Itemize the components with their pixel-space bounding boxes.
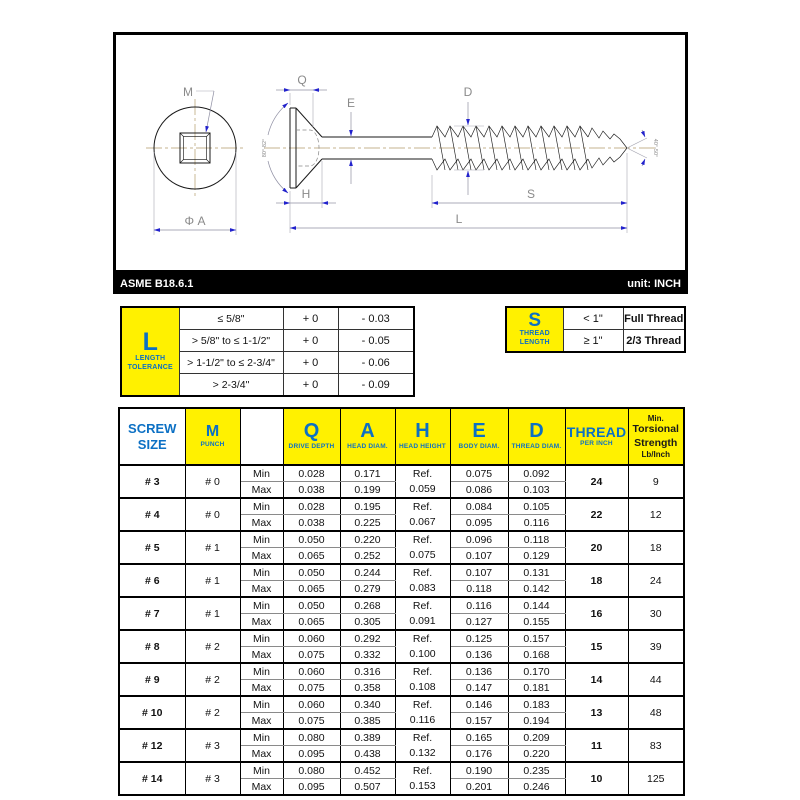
head-height-value: 0.083 xyxy=(409,581,436,594)
head-height-value: 0.108 xyxy=(409,680,436,693)
length-tolerance-header: L LENGTH TOLERANCE xyxy=(121,307,179,396)
thread-diam-max-cell: 0.246 xyxy=(508,779,565,796)
drive-depth-min-cell: 0.028 xyxy=(283,465,340,482)
threads-per-inch-cell: 16 xyxy=(565,597,628,630)
screw-size-cell: # 4 xyxy=(119,498,185,531)
drive-depth-max-cell: 0.038 xyxy=(283,515,340,532)
min-label-cell: Min xyxy=(240,696,283,713)
max-label-cell: Max xyxy=(240,713,283,730)
drive-depth-min-cell: 0.080 xyxy=(283,762,340,779)
body-diam-max-cell: 0.095 xyxy=(450,515,508,532)
length-range: ≤ 5/8" xyxy=(179,307,283,330)
thread-diam-max-cell: 0.129 xyxy=(508,548,565,565)
dimension-length xyxy=(290,191,627,233)
head-diam-max-cell: 0.252 xyxy=(340,548,395,565)
min-label-cell: Min xyxy=(240,729,283,746)
drive-depth-max-cell: 0.038 xyxy=(283,482,340,499)
thread-diameter-label: D xyxy=(463,85,473,99)
head-height-ref: Ref. xyxy=(412,698,433,711)
spec-row-min xyxy=(119,696,684,713)
drive-depth-label: Q xyxy=(297,73,307,87)
body-diam-max-cell: 0.201 xyxy=(450,779,508,796)
head-height-value: 0.067 xyxy=(409,515,436,528)
body-diam-min-cell: 0.107 xyxy=(450,564,508,581)
punch-cell: # 2 xyxy=(185,696,240,729)
max-label-cell: Max xyxy=(240,647,283,664)
body-diam-max-cell: 0.127 xyxy=(450,614,508,631)
drive-depth-max-cell: 0.095 xyxy=(283,779,340,796)
thread-length-table xyxy=(505,306,686,353)
spec-row-min xyxy=(119,663,684,680)
torsional-strength-cell: 9 xyxy=(628,465,684,498)
tolerance-minus: - 0.09 xyxy=(338,374,414,397)
body-diam-min-cell: 0.136 xyxy=(450,663,508,680)
head-height-cell xyxy=(395,531,450,564)
body-diam-max-cell: 0.086 xyxy=(450,482,508,499)
thread-length-symbol: S xyxy=(528,310,542,332)
head-height-value: 0.116 xyxy=(409,713,436,726)
head-diameter-label: Φ A xyxy=(184,214,206,228)
spec-table-header xyxy=(119,408,684,465)
tolerance-minus: - 0.03 xyxy=(338,307,414,330)
head-height-cell xyxy=(395,465,450,498)
thread-diam-min-cell: 0.105 xyxy=(508,498,565,515)
thread-diam-max-cell: 0.116 xyxy=(508,515,565,532)
thread-diam-min-cell: 0.183 xyxy=(508,696,565,713)
drive-depth-max-cell: 0.075 xyxy=(283,647,340,664)
threads-per-inch-cell: 22 xyxy=(565,498,628,531)
threads-per-inch-cell: 14 xyxy=(565,663,628,696)
drawing-frame xyxy=(113,32,688,273)
length-range: > 1-1/2" to ≤ 2-3/4" xyxy=(179,352,283,374)
body-diam-min-cell: 0.146 xyxy=(450,696,508,713)
threads-per-inch-cell: 18 xyxy=(565,564,628,597)
thread-diam-min-cell: 0.235 xyxy=(508,762,565,779)
head-diam-min-cell: 0.171 xyxy=(340,465,395,482)
thread-length-value: 2/3 Thread xyxy=(623,330,685,353)
thread-diam-min-cell: 0.157 xyxy=(508,630,565,647)
thread-diam-min-cell: 0.118 xyxy=(508,531,565,548)
body-diam-max-cell: 0.147 xyxy=(450,680,508,697)
tolerance-plus: + 0 xyxy=(283,307,338,330)
header-thread-diameter: D THREAD DIAM. xyxy=(508,408,565,465)
head-diam-max-cell: 0.225 xyxy=(340,515,395,532)
drive-depth-min-cell: 0.060 xyxy=(283,696,340,713)
drive-depth-min-cell: 0.050 xyxy=(283,531,340,548)
head-diam-min-cell: 0.452 xyxy=(340,762,395,779)
torsional-strength-cell: 125 xyxy=(628,762,684,795)
threads-per-inch-cell: 11 xyxy=(565,729,628,762)
spec-row-min xyxy=(119,762,684,779)
drive-depth-max-cell: 0.075 xyxy=(283,713,340,730)
head-height-cell xyxy=(395,729,450,762)
thread-diam-max-cell: 0.155 xyxy=(508,614,565,631)
tolerance-plus: + 0 xyxy=(283,330,338,352)
spec-row-min xyxy=(119,729,684,746)
drive-depth-min-cell: 0.028 xyxy=(283,498,340,515)
screw-size-cell: # 12 xyxy=(119,729,185,762)
spec-row-min xyxy=(119,465,684,482)
tolerance-minus: - 0.06 xyxy=(338,352,414,374)
dimension-body-diameter xyxy=(347,96,355,184)
threads-per-inch-cell: 13 xyxy=(565,696,628,729)
punch-cell: # 1 xyxy=(185,564,240,597)
thread-diam-max-cell: 0.181 xyxy=(508,680,565,697)
side-view xyxy=(262,73,658,233)
spec-row-min xyxy=(119,597,684,614)
torsional-strength-cell: 18 xyxy=(628,531,684,564)
screw-size-cell: # 8 xyxy=(119,630,185,663)
head-diam-max-cell: 0.199 xyxy=(340,482,395,499)
head-height-cell xyxy=(395,762,450,795)
dimension-head-height xyxy=(276,161,336,208)
thread-length-label: S xyxy=(526,187,536,201)
head-height-value: 0.100 xyxy=(409,647,436,660)
spec-row-min xyxy=(119,630,684,647)
screw-size-cell: # 5 xyxy=(119,531,185,564)
length-label: L xyxy=(455,212,463,226)
head-diam-min-cell: 0.220 xyxy=(340,531,395,548)
head-diam-max-cell: 0.358 xyxy=(340,680,395,697)
head-height-label: H xyxy=(301,187,311,201)
head-diam-min-cell: 0.292 xyxy=(340,630,395,647)
header-threads-per-inch: THREAD PER INCH xyxy=(565,408,628,465)
thread-length-value: Full Thread xyxy=(623,307,685,330)
torsional-strength-cell: 12 xyxy=(628,498,684,531)
torsional-strength-cell: 44 xyxy=(628,663,684,696)
head-diam-min-cell: 0.389 xyxy=(340,729,395,746)
header-screw-size: SCREW SIZE xyxy=(119,408,185,465)
min-label-cell: Min xyxy=(240,663,283,680)
tolerance-minus: - 0.05 xyxy=(338,330,414,352)
body-diam-max-cell: 0.176 xyxy=(450,746,508,763)
thread-diam-min-cell: 0.170 xyxy=(508,663,565,680)
torsional-strength-cell: 39 xyxy=(628,630,684,663)
drive-depth-min-cell: 0.080 xyxy=(283,729,340,746)
screw-size-cell: # 14 xyxy=(119,762,185,795)
threads-per-inch-cell: 15 xyxy=(565,630,628,663)
torsional-strength-cell: 24 xyxy=(628,564,684,597)
tolerance-tables xyxy=(113,306,688,397)
head-height-value: 0.153 xyxy=(409,779,436,792)
body-diam-max-cell: 0.118 xyxy=(450,581,508,598)
head-height-cell xyxy=(395,630,450,663)
punch-cell: # 3 xyxy=(185,729,240,762)
drive-depth-min-cell: 0.050 xyxy=(283,597,340,614)
head-height-cell xyxy=(395,498,450,531)
head-height-ref: Ref. xyxy=(412,731,433,744)
max-label-cell: Max xyxy=(240,746,283,763)
body-diam-min-cell: 0.125 xyxy=(450,630,508,647)
head-diam-max-cell: 0.507 xyxy=(340,779,395,796)
standard-name: ASME B18.6.1 xyxy=(120,277,194,290)
header-minmax xyxy=(240,408,283,465)
head-height-ref: Ref. xyxy=(412,632,433,645)
head-diam-min-cell: 0.316 xyxy=(340,663,395,680)
body-diam-min-cell: 0.190 xyxy=(450,762,508,779)
head-diam-min-cell: 0.195 xyxy=(340,498,395,515)
thread-length-condition: < 1" xyxy=(563,307,623,330)
head-height-value: 0.059 xyxy=(409,482,436,495)
head-diam-max-cell: 0.305 xyxy=(340,614,395,631)
thread-diam-min-cell: 0.092 xyxy=(508,465,565,482)
head-height-ref: Ref. xyxy=(412,467,433,480)
point-angle-label: 40°-50° xyxy=(652,138,658,158)
min-label-cell: Min xyxy=(240,597,283,614)
max-label-cell: Max xyxy=(240,515,283,532)
table-row xyxy=(121,307,414,330)
head-height-ref: Ref. xyxy=(412,764,433,777)
punch-cell: # 1 xyxy=(185,531,240,564)
head-diam-min-cell: 0.340 xyxy=(340,696,395,713)
thread-length-header: S THREAD LENGTH xyxy=(506,307,563,352)
screw-size-cell: # 6 xyxy=(119,564,185,597)
body-diameter-label: E xyxy=(346,96,356,110)
head-height-cell xyxy=(395,696,450,729)
screw-size-cell: # 10 xyxy=(119,696,185,729)
thread-diam-max-cell: 0.194 xyxy=(508,713,565,730)
unit-label: unit: INCH xyxy=(627,277,681,290)
torsional-strength-cell: 83 xyxy=(628,729,684,762)
max-label-cell: Max xyxy=(240,680,283,697)
header-head-height: H HEAD HEIGHT xyxy=(395,408,450,465)
punch-cell: # 1 xyxy=(185,597,240,630)
head-height-value: 0.132 xyxy=(409,746,436,759)
punch-cell: # 2 xyxy=(185,663,240,696)
torsional-strength-cell: 48 xyxy=(628,696,684,729)
length-symbol: L xyxy=(142,328,158,357)
head-height-ref: Ref. xyxy=(412,566,433,579)
max-label-cell: Max xyxy=(240,614,283,631)
punch-cell: # 3 xyxy=(185,762,240,795)
spec-row-min xyxy=(119,498,684,515)
head-height-cell xyxy=(395,663,450,696)
torsional-strength-cell: 30 xyxy=(628,597,684,630)
head-height-ref: Ref. xyxy=(412,665,433,678)
dimension-thread-diameter xyxy=(454,85,484,195)
dimension-drive-depth xyxy=(276,73,327,127)
head-diam-max-cell: 0.385 xyxy=(340,713,395,730)
header-punch: M PUNCH xyxy=(185,408,240,465)
min-label-cell: Min xyxy=(240,630,283,647)
drive-depth-min-cell: 0.050 xyxy=(283,564,340,581)
head-height-ref: Ref. xyxy=(412,599,433,612)
drive-depth-max-cell: 0.065 xyxy=(283,548,340,565)
drive-depth-max-cell: 0.075 xyxy=(283,680,340,697)
min-label-cell: Min xyxy=(240,498,283,515)
head-height-ref: Ref. xyxy=(412,533,433,546)
head-height-cell xyxy=(395,564,450,597)
body-diam-max-cell: 0.157 xyxy=(450,713,508,730)
drive-depth-min-cell: 0.060 xyxy=(283,630,340,647)
min-label-cell: Min xyxy=(240,762,283,779)
punch-cell: # 0 xyxy=(185,465,240,498)
spec-table-body xyxy=(119,465,684,795)
threads-per-inch-cell: 20 xyxy=(565,531,628,564)
body-diam-max-cell: 0.107 xyxy=(450,548,508,565)
tolerance-plus: + 0 xyxy=(283,352,338,374)
head-height-ref: Ref. xyxy=(412,500,433,513)
head-height-value: 0.091 xyxy=(409,614,436,627)
punch-cell: # 2 xyxy=(185,630,240,663)
front-view xyxy=(146,85,244,235)
header-head-diameter: A HEAD DIAM. xyxy=(340,408,395,465)
screw-diagram xyxy=(116,35,685,270)
tolerance-plus: + 0 xyxy=(283,374,338,397)
threads-per-inch-cell: 10 xyxy=(565,762,628,795)
screw-size-cell: # 7 xyxy=(119,597,185,630)
drive-depth-max-cell: 0.095 xyxy=(283,746,340,763)
screw-spec-table xyxy=(118,407,685,796)
thread-diam-min-cell: 0.209 xyxy=(508,729,565,746)
standard-bar xyxy=(113,273,688,294)
thread-diam-min-cell: 0.144 xyxy=(508,597,565,614)
header-torsional-strength: Min. Torsional Strength Lb/Inch xyxy=(628,408,684,465)
min-label-cell: Min xyxy=(240,531,283,548)
spec-row-min xyxy=(119,564,684,581)
spec-row-min xyxy=(119,531,684,548)
spec-table-wrap xyxy=(118,407,688,796)
head-diam-min-cell: 0.268 xyxy=(340,597,395,614)
body-diam-max-cell: 0.136 xyxy=(450,647,508,664)
header-drive-depth: Q DRIVE DEPTH xyxy=(283,408,340,465)
header-body-diameter: E BODY DIAM. xyxy=(450,408,508,465)
screw-size-cell: # 3 xyxy=(119,465,185,498)
punch-cell: # 0 xyxy=(185,498,240,531)
head-diam-max-cell: 0.438 xyxy=(340,746,395,763)
punch-label: M xyxy=(183,85,193,99)
length-range: > 2-3/4" xyxy=(179,374,283,397)
drive-depth-min-cell: 0.060 xyxy=(283,663,340,680)
min-label-cell: Min xyxy=(240,465,283,482)
head-diam-max-cell: 0.332 xyxy=(340,647,395,664)
screw-size-cell: # 9 xyxy=(119,663,185,696)
body-diam-min-cell: 0.075 xyxy=(450,465,508,482)
body-diam-min-cell: 0.116 xyxy=(450,597,508,614)
max-label-cell: Max xyxy=(240,548,283,565)
body-diam-min-cell: 0.165 xyxy=(450,729,508,746)
threads-per-inch-cell: 24 xyxy=(565,465,628,498)
max-label-cell: Max xyxy=(240,779,283,796)
table-row xyxy=(506,307,685,330)
spec-sheet xyxy=(113,32,688,796)
thread-length-condition: ≥ 1" xyxy=(563,330,623,353)
drive-depth-max-cell: 0.065 xyxy=(283,614,340,631)
min-label-cell: Min xyxy=(240,564,283,581)
max-label-cell: Max xyxy=(240,581,283,598)
max-label-cell: Max xyxy=(240,482,283,499)
thread-diam-max-cell: 0.220 xyxy=(508,746,565,763)
head-height-cell xyxy=(395,597,450,630)
thread-diam-max-cell: 0.142 xyxy=(508,581,565,598)
length-tolerance-table xyxy=(120,306,415,397)
thread-diam-max-cell: 0.168 xyxy=(508,647,565,664)
head-diam-max-cell: 0.279 xyxy=(340,581,395,598)
head-diam-min-cell: 0.244 xyxy=(340,564,395,581)
length-range: > 5/8" to ≤ 1-1/2" xyxy=(179,330,283,352)
body-diam-min-cell: 0.084 xyxy=(450,498,508,515)
body-diam-min-cell: 0.096 xyxy=(450,531,508,548)
drive-depth-max-cell: 0.065 xyxy=(283,581,340,598)
head-angle-label: 80°-82° xyxy=(262,138,268,158)
thread-diam-max-cell: 0.103 xyxy=(508,482,565,499)
head-height-value: 0.075 xyxy=(409,548,436,561)
thread-diam-min-cell: 0.131 xyxy=(508,564,565,581)
